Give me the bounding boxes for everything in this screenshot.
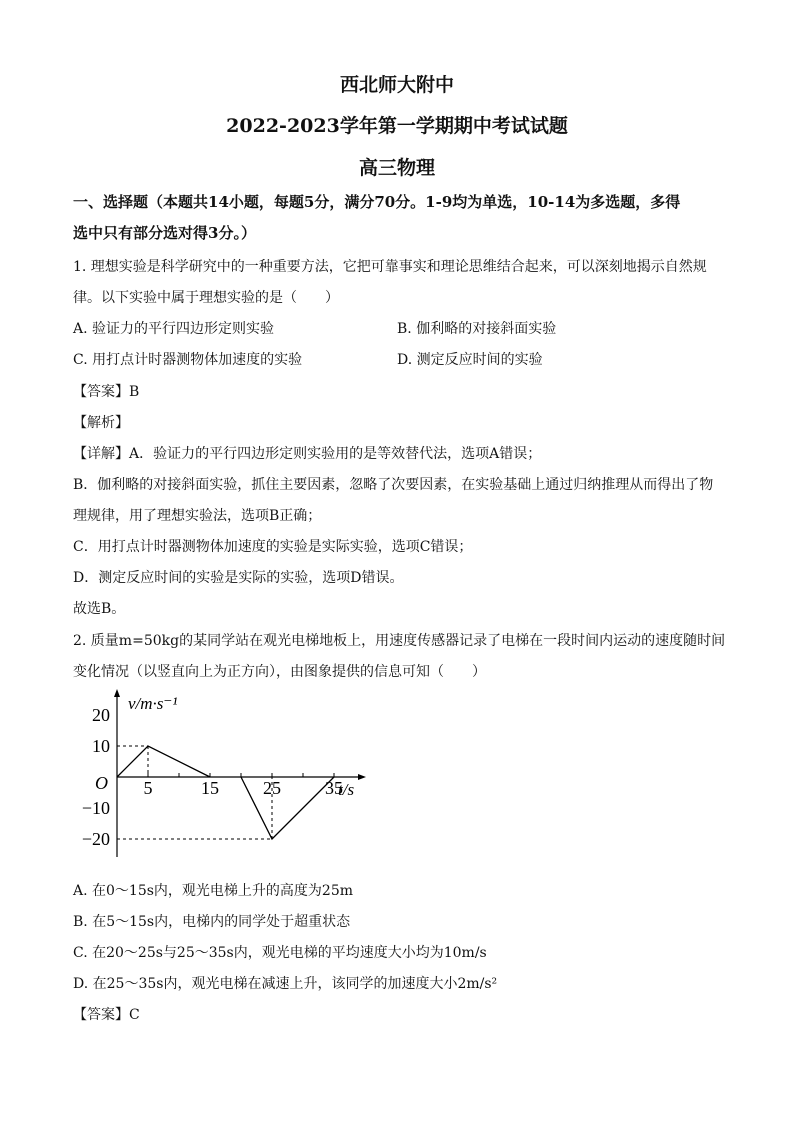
q1-conclusion: 故选B。 (73, 601, 126, 617)
q2-stem-line1: 2. 质量m=50kg的某同学站在观光电梯地板上，用速度传感器记录了电梯在一段时间内运动的速度随时间 (73, 633, 726, 649)
y-tick-label: −10 (81, 798, 110, 818)
q2-option-b: B. 在5～15s内，电梯内的同学处于超重状态 (73, 914, 351, 930)
series-line-1 (117, 746, 210, 777)
q1-option-c: C. 用打点计时器测物体加速度的实验 (73, 352, 303, 368)
x-tick-label: 35 (325, 778, 343, 798)
exam-title: 2022-2023学年第一学期期中考试试题 (226, 115, 568, 137)
y-tick-label: 20 (92, 705, 110, 725)
x-axis-arrow (358, 774, 366, 780)
q1-option-d: D. 测定反应时间的实验 (397, 352, 543, 368)
x-tick-label: 15 (201, 778, 219, 798)
q1-detail-line1: 【详解】A．验证力的平行四边形定则实验用的是等效替代法，选项A错误； (73, 446, 542, 462)
school-title: 西北师大附中 (339, 74, 454, 96)
q1-option-b: B. 伽利略的对接斜面实验 (397, 321, 557, 337)
q1-stem-line2: 律。以下实验中属于理想实验的是（ ） (73, 290, 339, 306)
q2-option-d: D. 在25～35s内，观光电梯在减速上升，该同学的加速度大小2m/s² (73, 976, 498, 992)
origin-label: O (95, 773, 108, 793)
x-tick-label: 25 (263, 778, 281, 798)
x-axis-label: t/s (338, 780, 355, 799)
y-tick-label: 10 (92, 736, 110, 756)
q1-answer: 【答案】B (73, 384, 140, 400)
q1-analysis-label: 【解析】 (73, 415, 129, 431)
q1-detail-line2: B．伽利略的对接斜面实验，抓住主要因素，忽略了次要因素，在实验基础上通过归纳推理从而得出了物 (73, 477, 714, 493)
velocity-time-graph (70, 685, 370, 870)
q1-stem-line1: 1. 理想实验是科学研究中的一种重要方法，它把可靠事实和理论思维结合起来，可以深刻地揭示自然规 (73, 259, 707, 275)
y-axis-arrow (114, 689, 120, 697)
q1-detail-line5: D．测定反应时间的实验是实际的实验，选项D错误。 (73, 570, 404, 586)
section-heading-line1: 一、选择题（本题共14小题，每题5分，满分70分。1-9均为单选，10-14为多选题，多得 (73, 193, 681, 211)
y-axis-label: v/m·s⁻¹ (128, 694, 178, 713)
series-line-2 (241, 777, 334, 839)
q1-detail-line3: 理规律，用了理想实验法，选项B正确； (73, 508, 322, 524)
q2-option-c: C. 在20～25s与25～35s内，观光电梯的平均速度大小均为10m/s (73, 945, 487, 961)
y-tick-label: −20 (81, 829, 110, 849)
q2-answer: 【答案】C (73, 1007, 140, 1023)
q2-option-a: A. 在0～15s内，观光电梯上升的高度为25m (73, 883, 354, 899)
q1-option-a: A. 验证力的平行四边形定则实验 (73, 321, 275, 337)
section-heading-line2: 选中只有部分选对得3分。） (73, 224, 256, 242)
x-tick-label: 5 (143, 778, 153, 798)
subject-title: 高三物理 (358, 157, 435, 179)
q1-detail-line4: C．用打点计时器测物体加速度的实验是实际实验，选项C错误； (73, 539, 473, 555)
q2-stem-line2: 变化情况（以竖直向上为正方向），由图象提供的信息可知（ ） (73, 664, 486, 680)
